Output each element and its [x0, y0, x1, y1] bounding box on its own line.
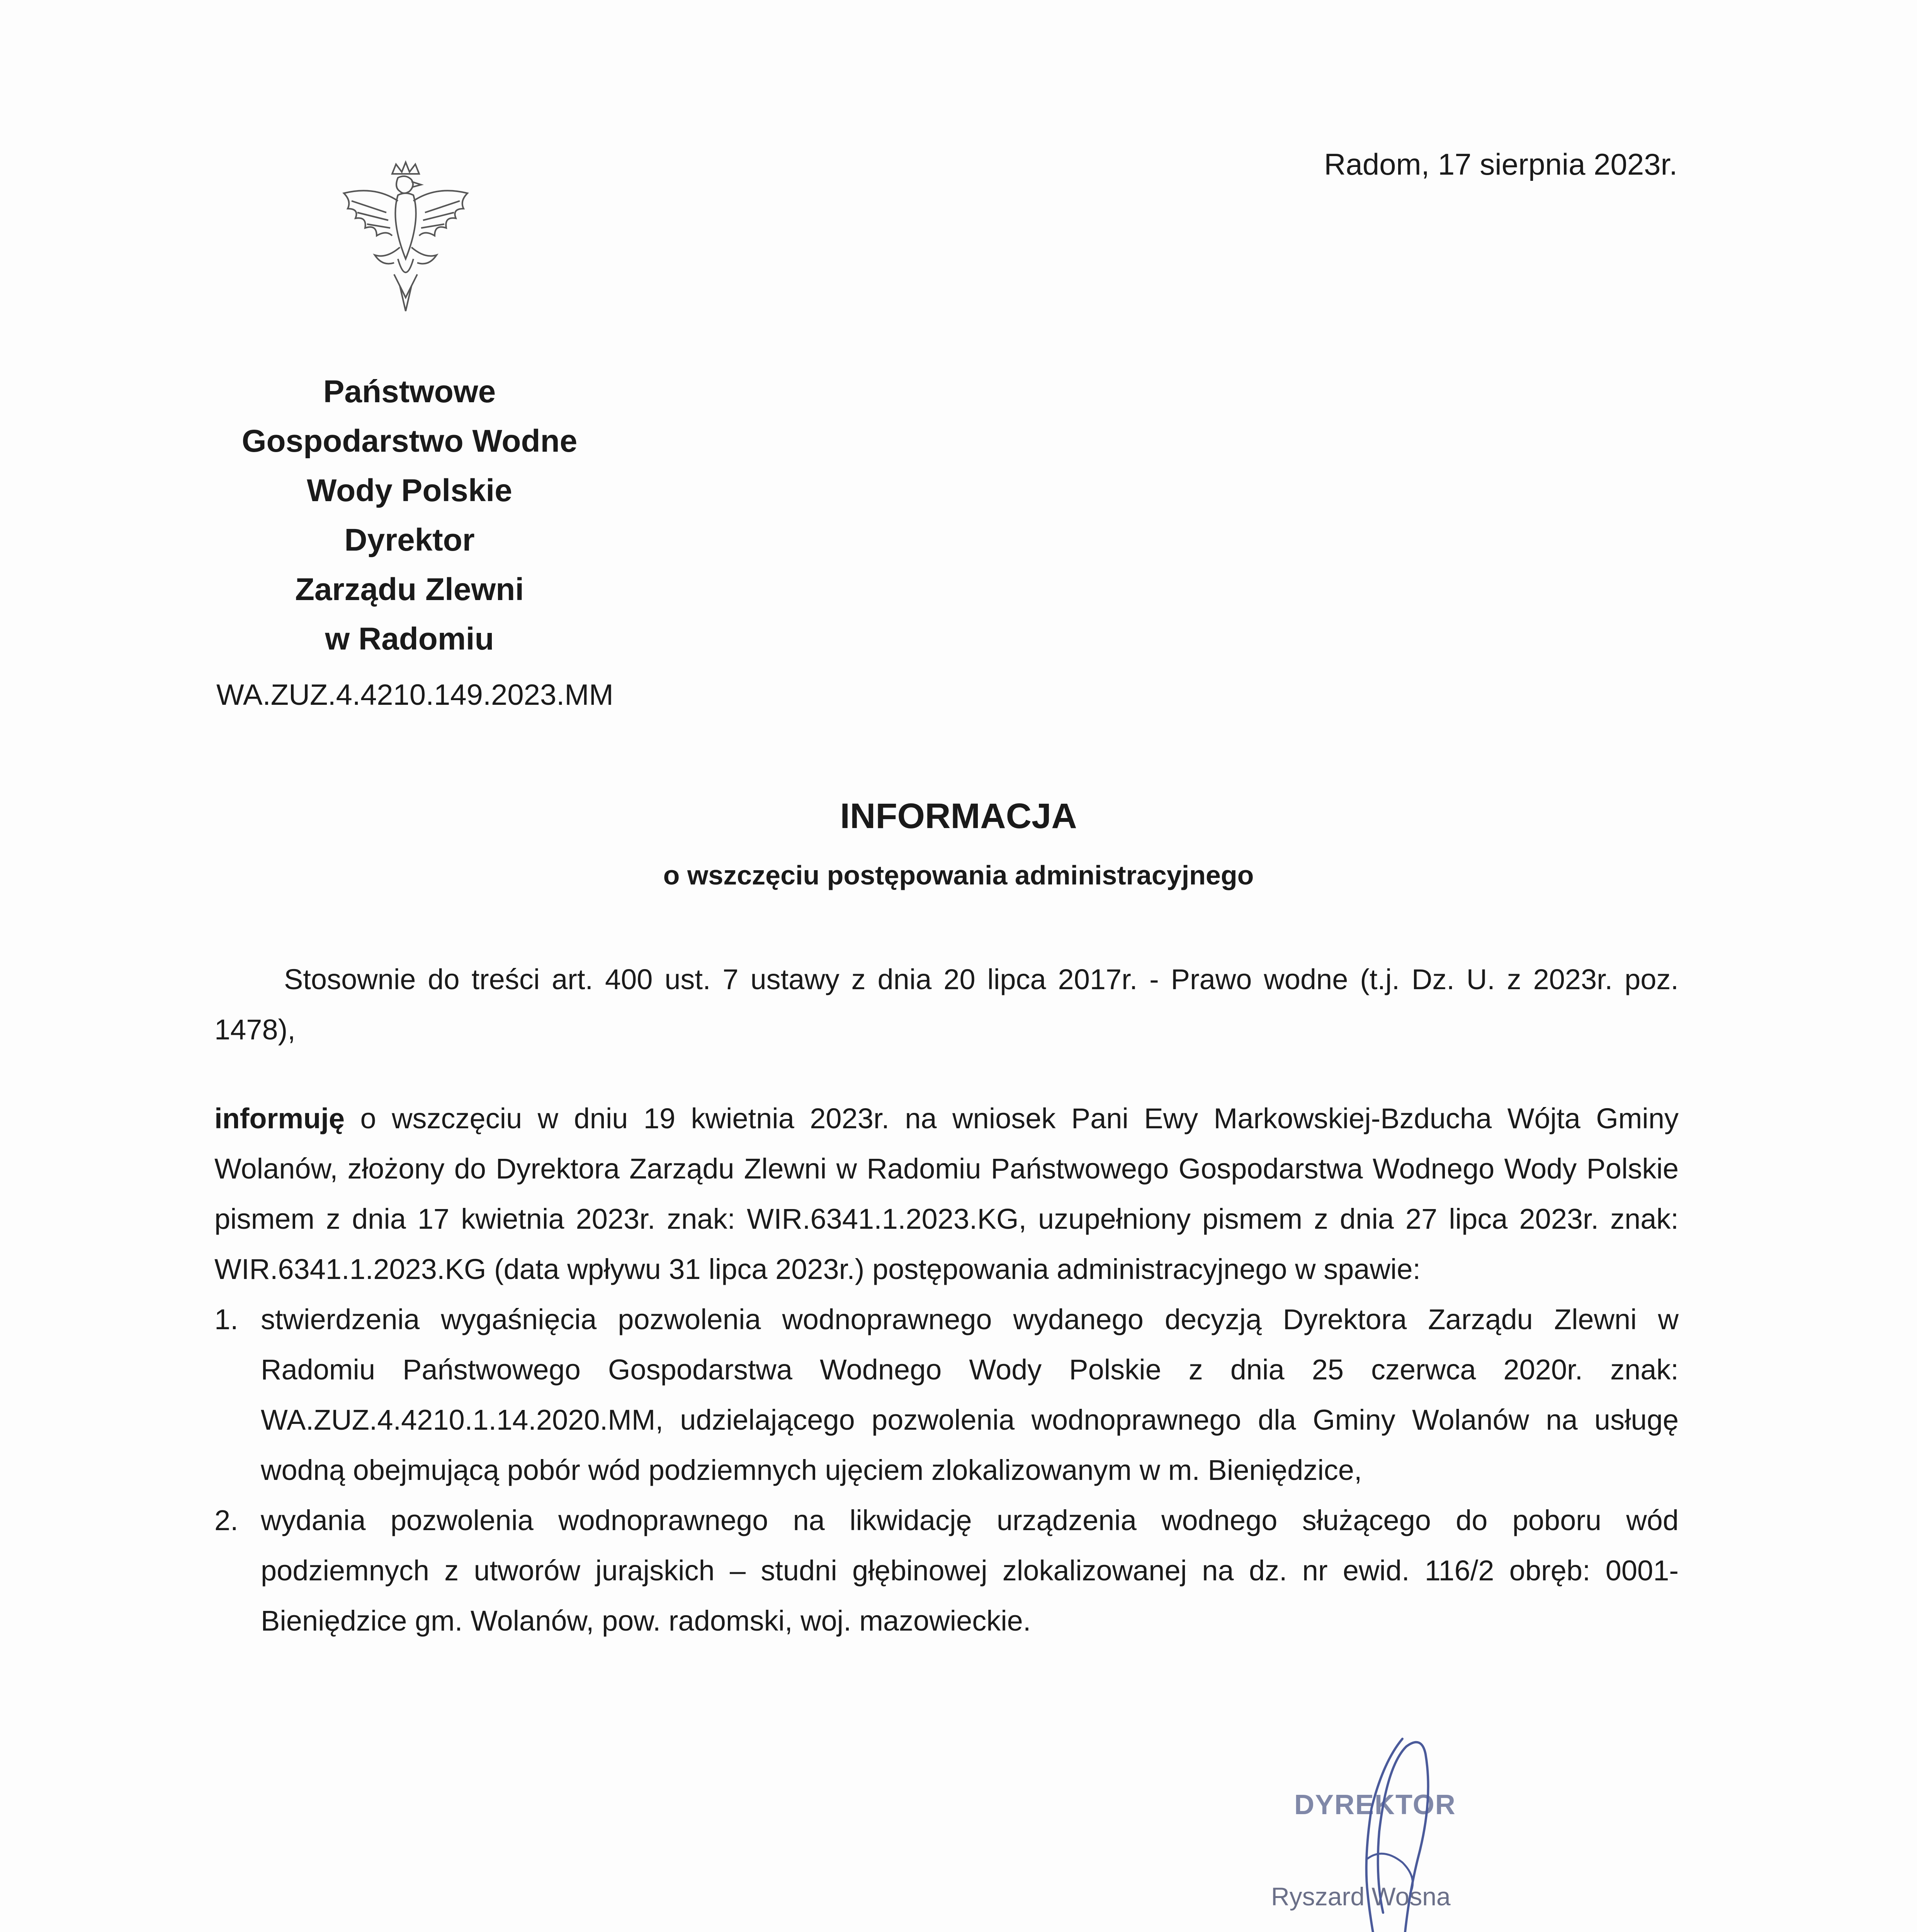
- document-title: INFORMACJA: [840, 796, 1077, 836]
- intro-paragraph: Stosownie do treści art. 400 ust. 7 ustawy z dnia 20 lipca 2017r. - Prawo wodne (t.j. Dz. U. z 2023r. poz. 1478),: [214, 963, 1679, 1046]
- issuer-line: Dyrektor: [344, 522, 475, 558]
- signature-block: [1256, 1731, 1526, 1932]
- place-date: Radom, 17 sierpnia 2023r.: [1324, 147, 1677, 181]
- list-item: [214, 1495, 1679, 1646]
- polish-eagle-emblem-icon: [328, 158, 483, 321]
- signatory-name: Ryszard Wosna: [1271, 1882, 1451, 1911]
- list-item-number: 1.: [214, 1303, 238, 1335]
- list-item-number: 2.: [214, 1504, 238, 1536]
- main-lead-bold: informuję: [214, 1102, 345, 1134]
- issuer-line: Gospodarstwo Wodne: [241, 423, 578, 459]
- proceedings-list: [214, 1294, 1679, 1646]
- document-body: [214, 954, 1679, 1646]
- signatory-title: DYREKTOR: [1294, 1789, 1456, 1820]
- issuer-line: Wody Polskie: [307, 473, 512, 508]
- list-item-text: stwierdzenia wygaśnięcia pozwolenia wodnoprawnego wydanego decyzją Dyrektora Zarządu Zlewni w Radomiu Państwowego Gospodarstwa Wodnego Wody Polskie z dnia 25 czerwca 2020r. znak: WA.ZUZ.4.4210.1.14.2020.MM, udzielającego pozwolenia wodnoprawnego dla Gminy Wolanów na usługę wodną obejmującą pobór wód podziemnych ujęciem zlokalizowanym w m. Bieniędzice,: [261, 1303, 1679, 1486]
- list-item-text: wydania pozwolenia wodnoprawnego na likwidację urządzenia wodnego służącego do poboru wód podziemnych z utworów jurajskich – studni głębinowej zlokalizowanej na dz. nr ewid. 116/2 obręb: 0001-Bieniędzice gm. Wolanów, pow. radomski, woj. mazowieckie.: [261, 1504, 1679, 1637]
- case-reference: WA.ZUZ.4.4210.149.2023.MM: [216, 679, 614, 711]
- issuer-block: [216, 367, 603, 664]
- list-item: [214, 1294, 1679, 1495]
- main-text: o wszczęciu w dniu 19 kwietnia 2023r. na wniosek Pani Ewy Markowskiej-Bzducha Wójta Gminy Wolanów, złożony do Dyrektora Zarządu Zlewni w Radomiu Państwowego Gospodarstwa Wodnego Wody Polskie pismem z dnia 17 kwietnia 2023r. znak: WIR.6341.1.2023.KG, uzupełniony pismem z dnia 27 lipca 2023r. znak: WIR.6341.1.2023.KG (data wpływu 31 lipca 2023r.) postępowania administracyjnego w spawie:: [214, 1102, 1679, 1285]
- main-paragraph: [214, 1094, 1679, 1294]
- handwritten-signature-icon: [1256, 1731, 1526, 1932]
- issuer-line: Państwowe: [323, 374, 496, 409]
- document-subtitle: o wszczęciu postępowania administracyjnego: [663, 860, 1254, 890]
- issuer-line: w Radomiu: [325, 621, 494, 656]
- issuer-line: Zarządu Zlewni: [295, 572, 524, 607]
